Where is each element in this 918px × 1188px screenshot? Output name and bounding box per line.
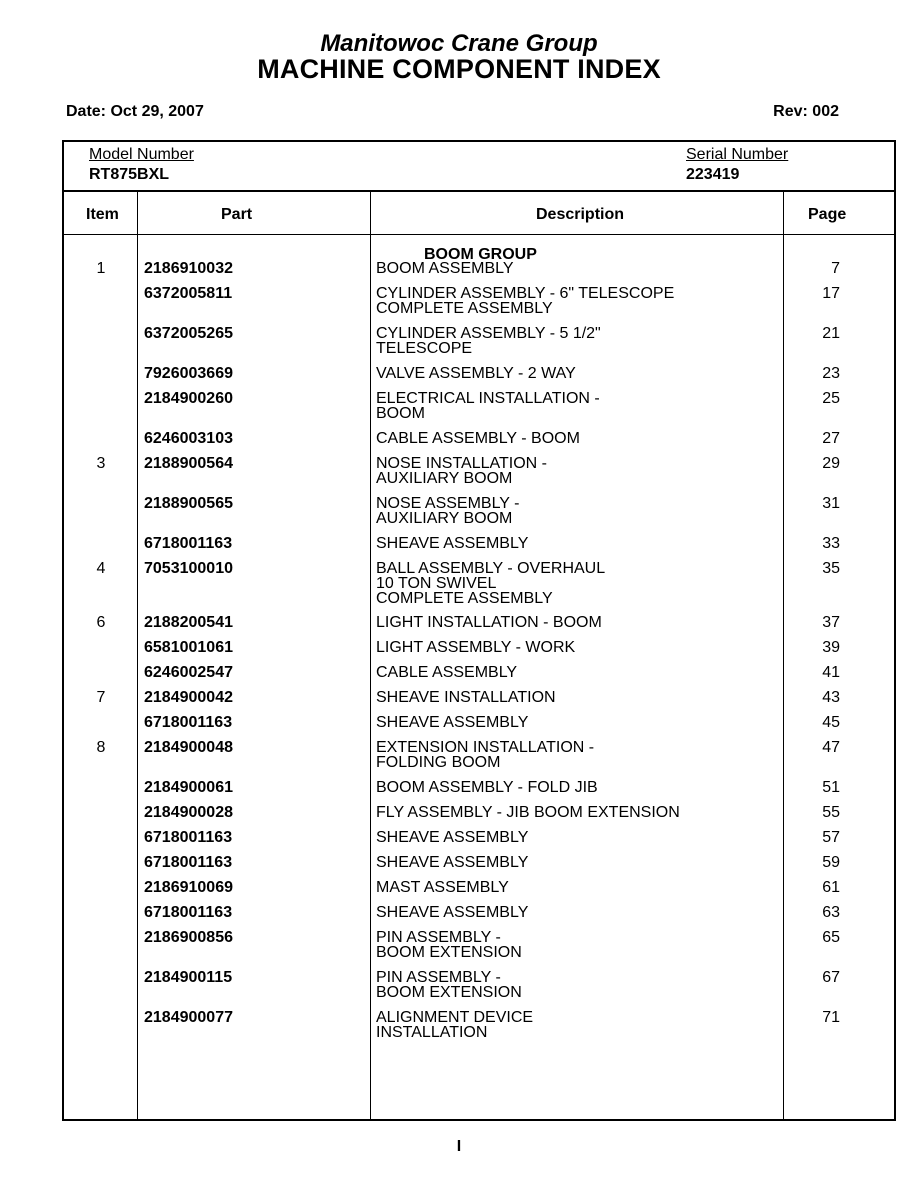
- row-description-line: CYLINDER ASSEMBLY - 5 1/2": [376, 325, 601, 342]
- row-description: [376, 830, 776, 845]
- row-description: [376, 970, 776, 1000]
- row-description-line: 10 TON SWIVEL: [376, 575, 497, 592]
- row-description-line: CABLE ASSEMBLY: [376, 664, 518, 681]
- row-page-number: 57: [822, 829, 840, 846]
- row-description: [376, 366, 776, 381]
- row-description: [376, 261, 776, 276]
- row-part-number: 2184900115: [144, 969, 233, 986]
- column-header-part: Part: [221, 206, 253, 223]
- row-part-number: 6581001061: [144, 639, 233, 656]
- document-revision: Rev: 002: [773, 103, 839, 120]
- row-item-number: 1: [96, 260, 106, 277]
- row-description-line: CYLINDER ASSEMBLY - 6" TELESCOPE: [376, 285, 675, 302]
- column-divider: [370, 192, 371, 1119]
- row-page-number: 41: [822, 664, 840, 681]
- row-description: [376, 715, 776, 730]
- row-item-number: 8: [96, 739, 106, 756]
- row-description: [376, 1010, 776, 1040]
- row-description-line: AUXILIARY BOOM: [376, 470, 513, 487]
- row-description-line: COMPLETE ASSEMBLY: [376, 300, 553, 317]
- row-description-line: SHEAVE ASSEMBLY: [376, 535, 529, 552]
- row-part-number: 7926003669: [144, 365, 233, 382]
- row-part-number: 2186910032: [144, 260, 233, 277]
- row-description: [376, 326, 776, 356]
- row-description-line: SHEAVE ASSEMBLY: [376, 829, 529, 846]
- row-description-line: COMPLETE ASSEMBLY: [376, 590, 553, 607]
- row-part-number: 2184900077: [144, 1009, 233, 1026]
- row-description-line: AUXILIARY BOOM: [376, 510, 513, 527]
- row-part-number: 2186910069: [144, 879, 233, 896]
- row-description: [376, 286, 776, 316]
- row-item-number: 4: [96, 560, 106, 577]
- row-description-line: BOOM EXTENSION: [376, 944, 522, 961]
- row-page-number: 61: [822, 879, 840, 896]
- row-page-number: 55: [822, 804, 840, 821]
- row-description-line: CABLE ASSEMBLY - BOOM: [376, 430, 580, 447]
- row-part-number: 2188900564: [144, 455, 233, 472]
- row-description-line: SHEAVE ASSEMBLY: [376, 854, 529, 871]
- row-part-number: 6372005265: [144, 325, 233, 342]
- column-divider: [783, 192, 784, 1119]
- row-part-number: 6718001163: [144, 829, 233, 846]
- row-part-number: 2188200541: [144, 614, 233, 631]
- column-header-row: [64, 192, 894, 235]
- row-part-number: 2184900042: [144, 689, 233, 706]
- row-page-number: 33: [822, 535, 840, 552]
- serial-number-value: 223419: [686, 166, 740, 183]
- row-description: [376, 905, 776, 920]
- row-description: [376, 615, 776, 630]
- row-page-number: 65: [822, 929, 840, 946]
- row-description-line: PIN ASSEMBLY -: [376, 929, 501, 946]
- component-table: [62, 140, 896, 1121]
- row-page-number: 67: [822, 969, 840, 986]
- page-number: I: [456, 1138, 462, 1155]
- row-description-line: EXTENSION INSTALLATION -: [376, 739, 595, 756]
- row-part-number: 2186900856: [144, 929, 233, 946]
- row-part-number: 6718001163: [144, 714, 233, 731]
- row-description: [376, 536, 776, 551]
- row-page-number: 37: [822, 614, 840, 631]
- row-description-line: LIGHT INSTALLATION - BOOM: [376, 614, 602, 631]
- row-description: [376, 740, 776, 770]
- row-part-number: 2184900061: [144, 779, 233, 796]
- row-description: [376, 665, 776, 680]
- row-part-number: 6718001163: [144, 854, 233, 871]
- row-page-number: 35: [822, 560, 840, 577]
- row-description-line: BOOM EXTENSION: [376, 984, 522, 1001]
- row-page-number: 21: [822, 325, 840, 342]
- row-description-line: FOLDING BOOM: [376, 754, 501, 771]
- row-page-number: 51: [822, 779, 840, 796]
- column-header-description: Description: [536, 206, 625, 223]
- company-name: Manitowoc Crane Group: [320, 30, 598, 57]
- document-date: Date: Oct 29, 2007: [66, 103, 204, 120]
- row-description: [376, 880, 776, 895]
- row-part-number: 7053100010: [144, 560, 233, 577]
- row-description: [376, 456, 776, 486]
- row-part-number: 6246002547: [144, 664, 233, 681]
- row-description-line: NOSE INSTALLATION -: [376, 455, 547, 472]
- row-description-line: LIGHT ASSEMBLY - WORK: [376, 639, 576, 656]
- row-description: [376, 855, 776, 870]
- row-description-line: SHEAVE ASSEMBLY: [376, 904, 529, 921]
- group-title: BOOM GROUP: [424, 246, 537, 263]
- row-description: [376, 640, 776, 655]
- row-description-line: ELECTRICAL INSTALLATION -: [376, 390, 600, 407]
- row-description-line: BOOM ASSEMBLY: [376, 260, 514, 277]
- row-description-line: FLY ASSEMBLY - JIB BOOM EXTENSION: [376, 804, 680, 821]
- row-description-line: BOOM: [376, 405, 425, 422]
- row-description: [376, 780, 776, 795]
- row-description: [376, 496, 776, 526]
- row-description-line: BALL ASSEMBLY - OVERHAUL: [376, 560, 606, 577]
- row-page-number: 59: [822, 854, 840, 871]
- row-description: [376, 930, 776, 960]
- row-description-line: NOSE ASSEMBLY -: [376, 495, 520, 512]
- column-header-item: Item: [86, 206, 119, 223]
- row-item-number: 7: [96, 689, 106, 706]
- row-description: [376, 391, 776, 421]
- row-description-line: BOOM ASSEMBLY - FOLD JIB: [376, 779, 598, 796]
- row-description: [376, 561, 776, 606]
- serial-number-label: Serial Number: [686, 146, 789, 163]
- row-page-number: 63: [822, 904, 840, 921]
- row-description-line: INSTALLATION: [376, 1024, 488, 1041]
- row-part-number: 2188900565: [144, 495, 233, 512]
- row-page-number: 7: [831, 260, 840, 277]
- row-part-number: 6718001163: [144, 535, 233, 552]
- row-page-number: 39: [822, 639, 840, 656]
- row-item-number: 6: [96, 614, 106, 631]
- row-part-number: 6718001163: [144, 904, 233, 921]
- model-number-value: RT875BXL: [89, 166, 170, 183]
- document-title: MACHINE COMPONENT INDEX: [257, 54, 661, 84]
- row-description-line: PIN ASSEMBLY -: [376, 969, 501, 986]
- row-part-number: 2184900260: [144, 390, 233, 407]
- row-page-number: 17: [822, 285, 840, 302]
- row-page-number: 43: [822, 689, 840, 706]
- row-item-number: 3: [96, 455, 106, 472]
- row-description-line: TELESCOPE: [376, 340, 473, 357]
- row-page-number: 71: [822, 1009, 840, 1026]
- row-description-line: VALVE ASSEMBLY - 2 WAY: [376, 365, 576, 382]
- row-part-number: 6372005811: [144, 285, 233, 302]
- row-description-line: SHEAVE ASSEMBLY: [376, 714, 529, 731]
- row-page-number: 29: [822, 455, 840, 472]
- model-number-label: Model Number: [89, 146, 194, 163]
- row-description: [376, 805, 776, 820]
- row-page-number: 23: [822, 365, 840, 382]
- row-page-number: 25: [822, 390, 840, 407]
- row-page-number: 27: [822, 430, 840, 447]
- row-description-line: MAST ASSEMBLY: [376, 879, 509, 896]
- row-part-number: 6246003103: [144, 430, 233, 447]
- row-description-line: ALIGNMENT DEVICE: [376, 1009, 534, 1026]
- row-page-number: 47: [822, 739, 840, 756]
- row-page-number: 45: [822, 714, 840, 731]
- row-part-number: 2184900048: [144, 739, 233, 756]
- row-description-line: SHEAVE INSTALLATION: [376, 689, 556, 706]
- model-serial-header: [64, 142, 894, 192]
- column-divider: [137, 192, 138, 1119]
- row-description: [376, 690, 776, 705]
- row-part-number: 2184900028: [144, 804, 233, 821]
- row-page-number: 31: [822, 495, 840, 512]
- row-description: [376, 431, 776, 446]
- column-header-page: Page: [808, 206, 847, 223]
